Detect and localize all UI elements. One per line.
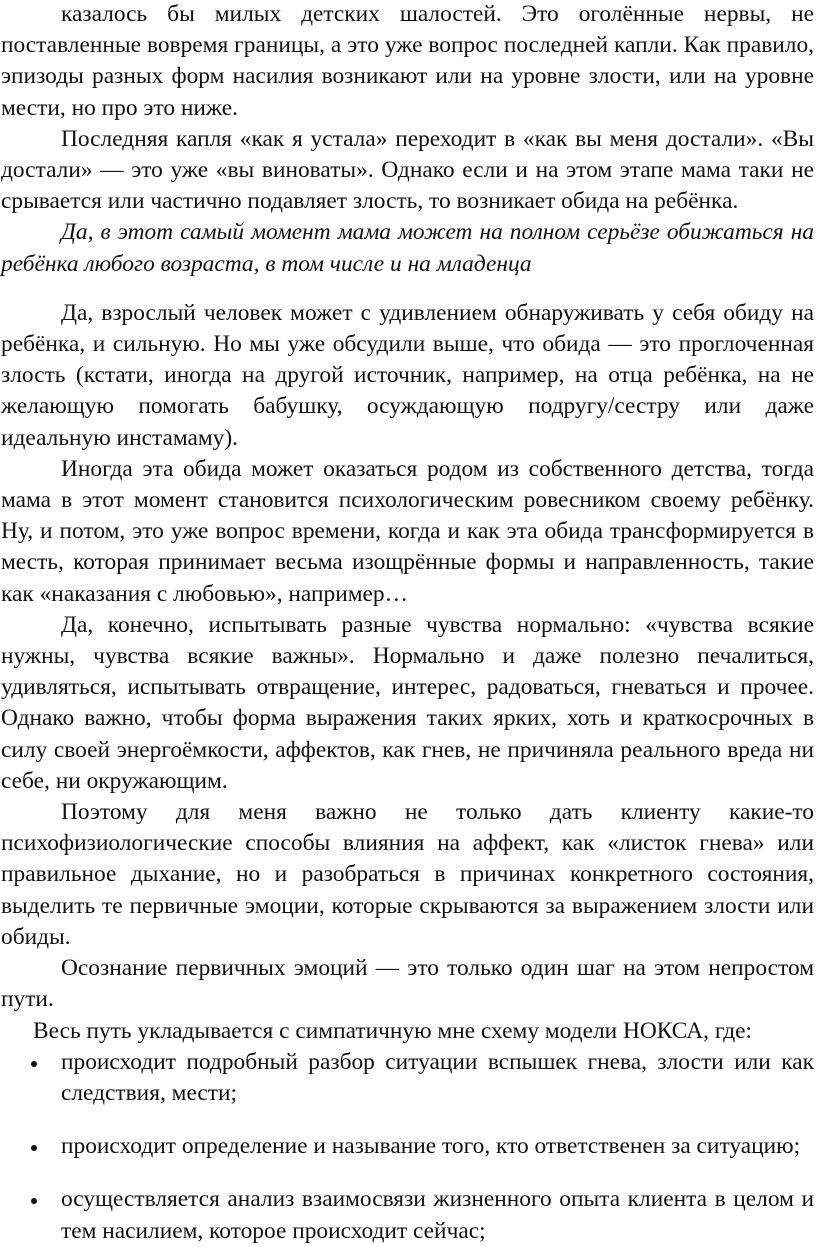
list-intro: Весь путь укладывается с симпатичную мне схему модели НОКСА, где: bbox=[33, 1017, 753, 1044]
bullet-dot-icon bbox=[31, 1145, 37, 1151]
paragraph-4: Да, взрослый человек может с удивлением обнаруживать у себя обиду на ребёнка, и сильную. Но мы уже обсудили выше, что обида — это проглоченная злость (кстати, иногда на другой источник, например, на отца ребёнка, на не желающую помогать бабушку, осуждающую подругу/сестру или даже идеальную инстамаму). bbox=[1, 299, 814, 451]
list-item bbox=[1, 1184, 814, 1246]
paragraph-8: Осознание первичных эмоций — это только один шаг на этом непростом пути. bbox=[1, 955, 814, 1013]
list-item-text: осуществляется анализ взаимосвязи жизненного опыта клиента в целом и тем насилием, которое происходит сейчас; bbox=[61, 1186, 814, 1244]
paragraph-7: Поэтому для меня важно не только дать клиенту какие-то психофизиологические способы влияния на аффект, как «листок гнева» или правильное дыхание, но и разобраться в причинах конкретного состояния, выделить те первичные эмоции, которые скрываются за выражением злости или обиды. bbox=[1, 799, 814, 950]
paragraph-1: казалось бы милых детских шалостей. Это оголённые нервы, не поставленные вовремя границы, а это уже вопрос последней капли. Как правило, эпизоды разных форм насилия возникают или на уровне злости, или на уровне мести, но про это ниже. bbox=[1, 1, 814, 121]
paragraph-5: Иногда эта обида может оказаться родом из собственного детства, тогда мама в этот момент становится психологическим ровесником своему ребёнку. Ну, и потом, это уже вопрос времени, когда и как эта обида трансформируется в месть, которая принимает весьма изощрённые формы и направленность, такие как «наказания с любовью», например… bbox=[1, 455, 814, 607]
paragraph-6: Да, конечно, испытывать разные чувства нормально: «чувства всякие нужны, чувства всякие важны». Нормально и даже полезно печалиться, удивляться, испытывать отвращение, интерес, радоваться, гневаться и прочее. Однако важно, чтобы форма выражения таких ярких, хоть и краткосрочных в силу своей энергоёмкости, аффектов, как гнев, не причиняла реального вреда ни себе, ни окружающим. bbox=[1, 611, 814, 794]
list-item-text: происходит определение и называние того, кто ответственен за ситуацию; bbox=[61, 1133, 801, 1160]
italic-callout: Да, в этот самый момент мама может на полном серьёзе обижаться на ребёнка любого возраста, в том числе и на младенца bbox=[1, 219, 814, 277]
list-item bbox=[1, 1131, 814, 1162]
paragraph-2: Последняя капля «как я устала» переходит в «как вы меня достали». «Вы достали» — это уже «вы виноваты». Однако если и на этом этапе мама таки не срывается или частично подавляет злость, то возникает обида на ребёнка. bbox=[1, 125, 814, 215]
bullet-dot-icon bbox=[31, 1061, 37, 1067]
bullet-dot-icon bbox=[31, 1198, 37, 1204]
list-item-text: происходит подробный разбор ситуации вспышек гнева, злости или как следствия, мести; bbox=[61, 1048, 814, 1106]
bullet-list bbox=[1, 1047, 814, 1247]
list-item bbox=[1, 1047, 814, 1109]
